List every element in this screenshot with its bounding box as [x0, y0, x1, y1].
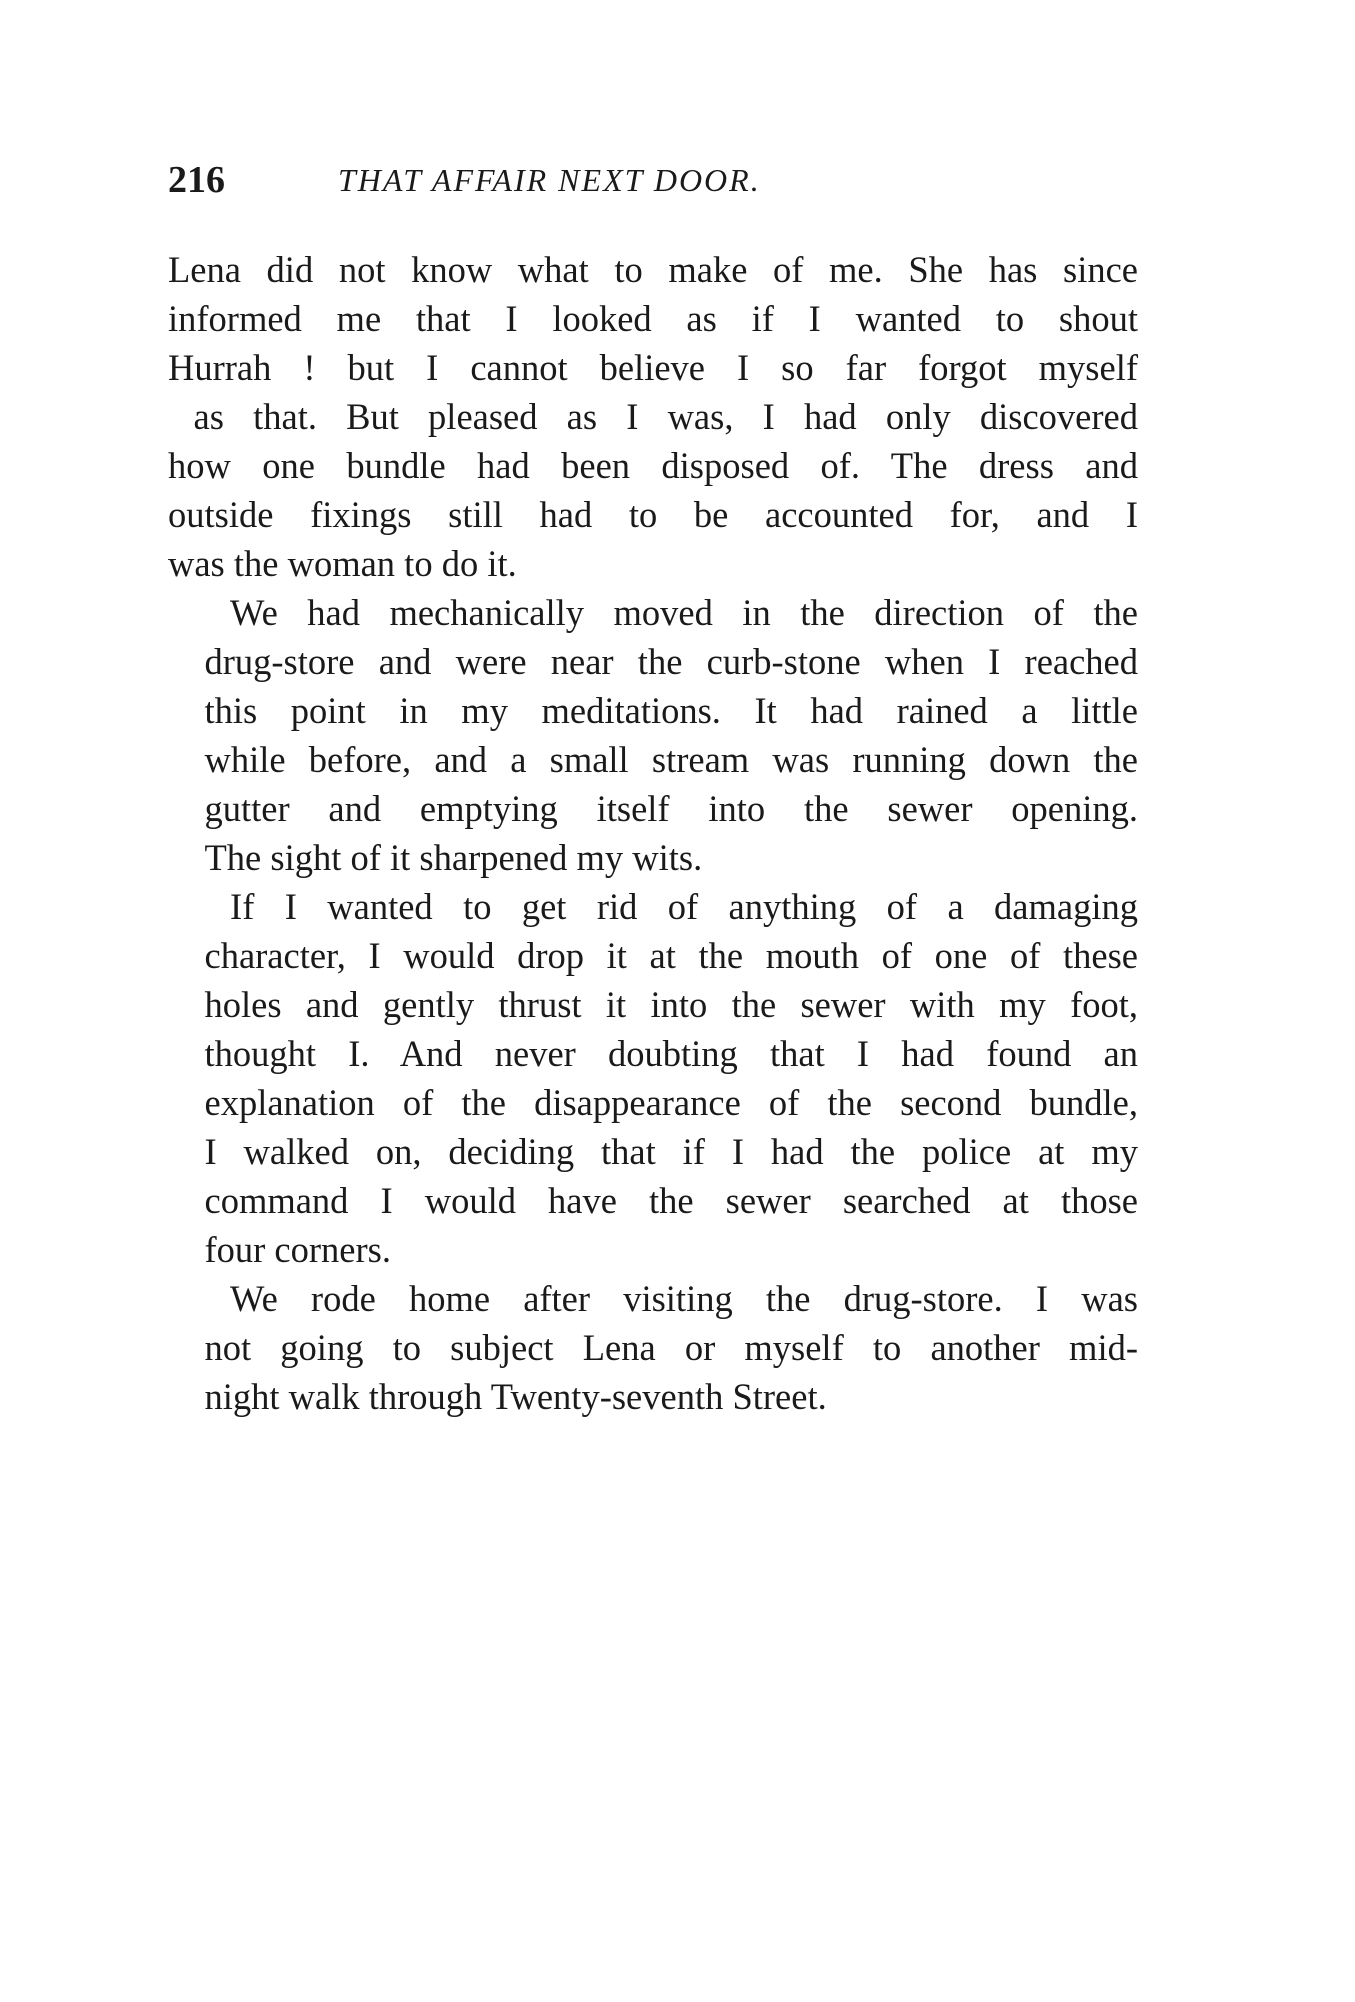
- text-line: night walk through Twenty-seventh Street.: [204, 1376, 827, 1417]
- text-line: character, I would drop it at the mouth of one of these: [204, 935, 1138, 976]
- paragraph-4: [168, 1274, 1138, 1421]
- text-line: drug-store and were near the curb-stone when I reached: [204, 641, 1138, 682]
- text-line: We had mechanically moved in the direction of the: [230, 592, 1138, 633]
- page-number: 216: [168, 159, 225, 201]
- text-line: holes and gently thrust it into the sewer with my foot,: [204, 984, 1138, 1025]
- text-line: We rode home after visiting the drug-store. I was: [230, 1278, 1138, 1319]
- paragraph-2: [168, 588, 1138, 882]
- text-line: while before, and a small stream was running down the: [204, 739, 1138, 780]
- text-line: was the woman to do it.: [168, 543, 517, 584]
- text-line: If I wanted to get rid of anything of a damaging: [230, 886, 1138, 927]
- text-line: Hurrah ! but I cannot believe I so far forgot myself: [168, 347, 1138, 388]
- body-text: [168, 245, 1138, 1421]
- text-line: outside fixings still had to be accounted for, and I: [168, 494, 1138, 535]
- running-title: THAT AFFAIR NEXT DOOR.: [338, 162, 761, 198]
- paragraph-3: [168, 882, 1138, 1274]
- text-line: four corners.: [204, 1229, 391, 1270]
- paragraph-1: [168, 245, 1138, 588]
- text-line: I walked on, deciding that if I had the police at my: [204, 1131, 1138, 1172]
- text-line: explanation of the disappearance of the second bundle,: [204, 1082, 1138, 1123]
- text-line: The sight of it sharpened my wits.: [204, 837, 703, 878]
- text-line: not going to subject Lena or myself to another mid-: [204, 1327, 1138, 1368]
- text-line: Lena did not know what to make of me. She has since: [168, 249, 1138, 290]
- text-line: informed me that I looked as if I wanted to shout: [168, 298, 1138, 339]
- text-line: gutter and emptying itself into the sewer opening.: [204, 788, 1138, 829]
- text-line: thought I. And never doubting that I had found an: [204, 1033, 1138, 1074]
- text-line: this point in my meditations. It had rained a little: [204, 690, 1138, 731]
- text-line: as that. But pleased as I was, I had only discovered: [193, 396, 1138, 437]
- running-head: [168, 150, 1168, 210]
- text-line: command I would have the sewer searched at those: [204, 1180, 1138, 1221]
- text-line: how one bundle had been disposed of. The dress and: [168, 445, 1138, 486]
